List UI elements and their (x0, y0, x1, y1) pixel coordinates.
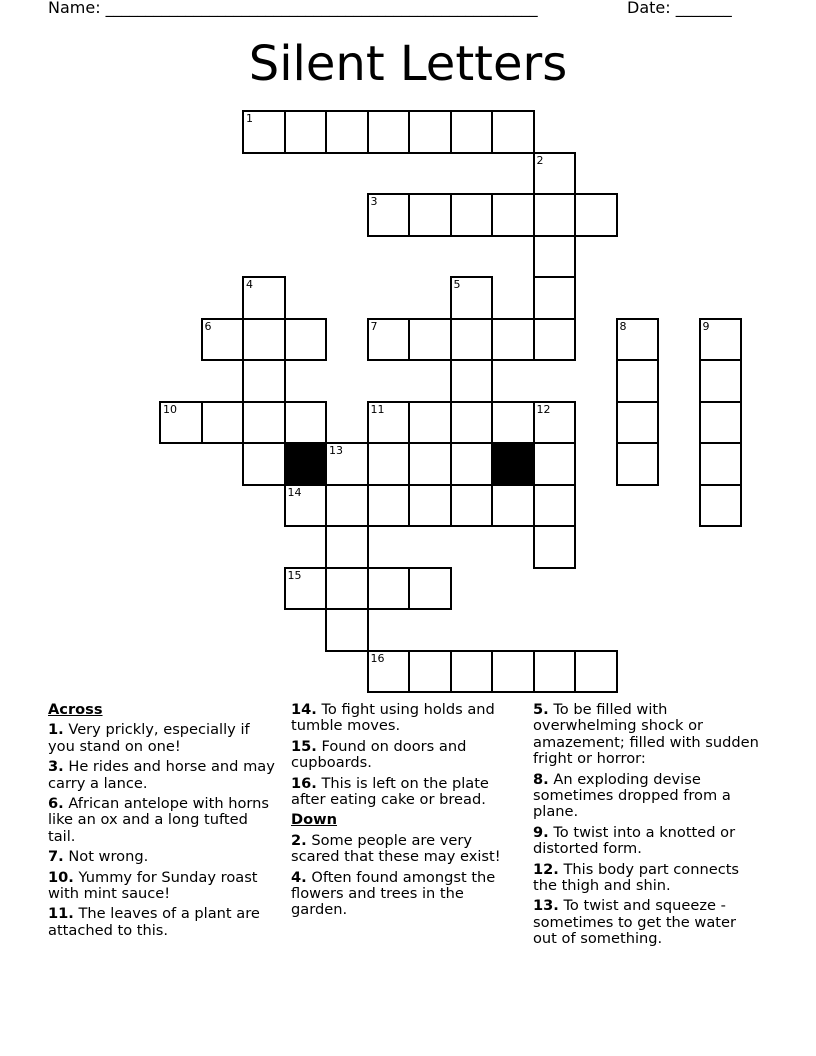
crossword-cell[interactable] (533, 193, 577, 237)
crossword-cell[interactable] (491, 401, 535, 445)
crossword-cell[interactable] (325, 525, 369, 569)
crossword-cell[interactable] (367, 567, 411, 611)
crossword-cell[interactable] (450, 193, 494, 237)
crossword-cell[interactable] (491, 110, 535, 154)
crossword-cell[interactable] (367, 484, 411, 528)
clue-number: 1 (246, 112, 253, 125)
crossword-cell[interactable] (408, 567, 452, 611)
crossword-cell[interactable] (408, 110, 452, 154)
clue-number: 14 (287, 485, 302, 499)
clue-across: 11. The leaves of a plant are attached to this. (48, 905, 260, 939)
clue-number: 12 (536, 402, 551, 416)
crossword-cell[interactable] (491, 650, 535, 694)
clue-across: 14. To fight using holds and tumble moves. (291, 701, 495, 735)
clue-number: 16 (370, 651, 385, 665)
crossword-cell[interactable] (450, 484, 494, 528)
crossword-cell[interactable] (533, 442, 577, 486)
crossword-cell[interactable] (616, 359, 660, 403)
clue-number: 6 (204, 319, 212, 333)
date-field-label: Date: _______ (627, 0, 732, 17)
crossword-cell[interactable] (699, 442, 743, 486)
clue-down: 2. Some people are very scared that these may exist! (291, 831, 501, 866)
clue-number: 15 (287, 568, 302, 582)
crossword-cell[interactable] (574, 650, 618, 694)
clue-down: 12. This body part connects the thigh and shin. (533, 860, 740, 895)
crossword-cell[interactable] (533, 525, 577, 569)
crossword-cell[interactable] (408, 484, 452, 528)
crossword-cell[interactable] (408, 193, 452, 237)
crossword-cell[interactable] (533, 318, 577, 362)
clue-across: 10. Yummy for Sunday roast with mint sauce! (48, 868, 258, 903)
across-heading: Across (48, 701, 103, 718)
clues-column-2 (291, 702, 521, 923)
clue-number: 8 (619, 319, 627, 333)
crossword-cell[interactable] (284, 401, 328, 445)
page-title: Silent Letters (248, 36, 568, 92)
crossword-cell[interactable] (325, 110, 369, 154)
clue-number: 3 (370, 195, 378, 208)
crossword-cell[interactable] (242, 401, 286, 445)
crossword-cell[interactable] (450, 650, 494, 694)
clue-across: 16. This is left on the plate after eating cake or bread. (291, 774, 489, 809)
crossword-cell[interactable] (533, 276, 577, 320)
crossword-cell[interactable] (699, 401, 743, 445)
clue-across: 15. Found on doors and cupboards. (291, 737, 467, 772)
clue-number: 7 (370, 319, 378, 333)
clue-number: 2 (536, 153, 544, 167)
crossword-cell[interactable] (367, 442, 411, 486)
clue-number: 9 (702, 319, 710, 333)
crossword-black-cell (284, 442, 328, 486)
clue-down: 4. Often found amongst the flowers and trees in the garden. (291, 868, 496, 919)
clue-across: 7. Not wrong. (48, 848, 149, 866)
clue-across: 1. Very prickly, especially if you stand on one! (48, 721, 250, 755)
crossword-cell[interactable] (699, 359, 743, 403)
clue-number: 4 (246, 278, 253, 291)
crossword-cell[interactable] (699, 484, 743, 528)
crossword-cell[interactable] (201, 401, 245, 445)
crossword-cell[interactable] (450, 359, 494, 403)
crossword-cell[interactable] (325, 567, 369, 611)
crossword-cell[interactable] (242, 359, 286, 403)
crossword-cell[interactable] (491, 193, 535, 237)
clue-down: 8. An exploding devise sometimes dropped from a plane. (533, 770, 731, 821)
crossword-cell[interactable] (284, 318, 328, 362)
crossword-cell[interactable] (325, 484, 369, 528)
clue-across: 3. He rides and horse and may carry a lance. (48, 758, 275, 792)
crossword-cell[interactable] (450, 110, 494, 154)
crossword-cell[interactable] (491, 484, 535, 528)
clue-number: 10 (163, 402, 177, 416)
crossword-cell[interactable] (408, 442, 452, 486)
crossword-cell[interactable] (284, 110, 328, 154)
crossword-cell[interactable] (408, 650, 452, 694)
clue-down: 9. To twist into a knotted or distorted form. (533, 823, 736, 858)
clues-column-3 (533, 702, 763, 952)
crossword-cell[interactable] (533, 235, 577, 279)
clue-number: 13 (329, 444, 343, 457)
name-field-label: Name: ______________________________________________________ (48, 0, 538, 17)
crossword-cell[interactable] (533, 484, 577, 528)
crossword-cell[interactable] (325, 608, 369, 652)
down-heading: Down (291, 811, 338, 829)
crossword-cell[interactable] (574, 193, 618, 237)
clue-number: 11 (370, 402, 385, 416)
crossword-cell[interactable] (408, 318, 452, 362)
crossword-cell[interactable] (450, 442, 494, 486)
crossword-cell[interactable] (491, 318, 535, 362)
crossword-cell[interactable] (616, 401, 660, 445)
crossword-cell[interactable] (367, 110, 411, 154)
crossword-cell[interactable] (242, 442, 286, 486)
clue-down: 5. To be filled with overwhelming shock or amazement; filled with sudden fright or horror: (533, 701, 759, 768)
clue-down: 13. To twist and squeeze - sometimes to get the water out of something. (533, 897, 737, 948)
crossword-cell[interactable] (533, 650, 577, 694)
clue-across: 6. African antelope with horns like an ox and a long tufted tail. (48, 795, 269, 845)
crossword-cell[interactable] (616, 442, 660, 486)
crossword-black-cell (491, 442, 535, 486)
crossword-cell[interactable] (450, 401, 494, 445)
clue-number: 5 (453, 278, 461, 291)
clues-column-1 (48, 702, 278, 943)
crossword-cell[interactable] (408, 401, 452, 445)
crossword-cell[interactable] (450, 318, 494, 362)
crossword-cell[interactable] (242, 318, 286, 362)
